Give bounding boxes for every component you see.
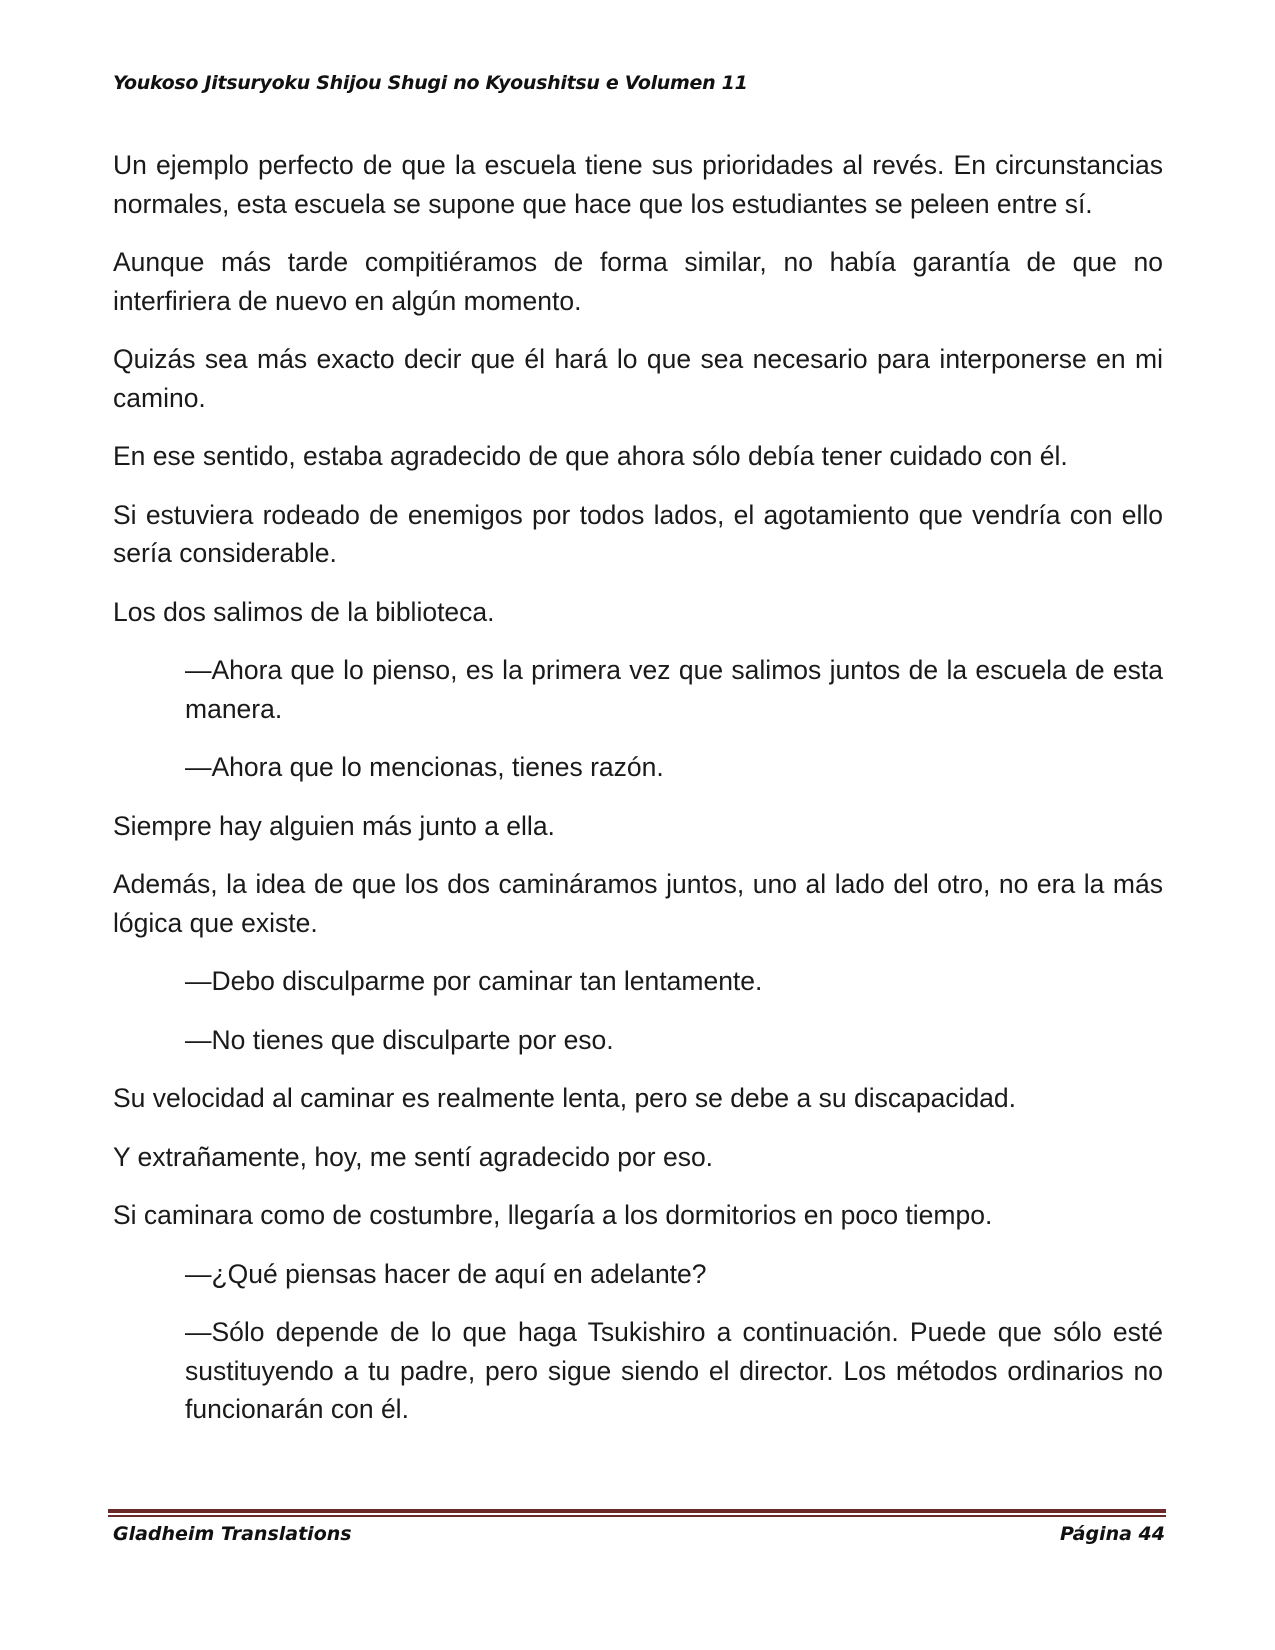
footer-credit: Gladheim Translations [113, 1523, 352, 1545]
footer-rule [108, 1509, 1166, 1513]
paragraph: Si caminara como de costumbre, llegaría a los dormitorios en poco tiempo. [113, 1200, 993, 1230]
paragraph: Quizás sea más exacto decir que él hará lo que sea necesario para interponerse en mi camino. [113, 344, 1163, 413]
paragraph: Los dos salimos de la biblioteca. [113, 596, 495, 627]
dialog-line: —No tienes que disculparte por eso. [185, 1024, 614, 1055]
page-number: Página 44 [1059, 1523, 1165, 1545]
dialog-line: —Ahora que lo mencionas, tienes razón. [185, 752, 664, 782]
dialog-line: —¿Qué piensas hacer de aquí en adelante? [185, 1258, 707, 1289]
paragraph: Un ejemplo perfecto de que la escuela tiene sus prioridades al revés. En circunstancias normales, esta escuela se supone que hace que los estudiantes se peleen entre sí. [113, 150, 1163, 219]
dialog-line: —Debo disculparme por caminar tan lentamente. [185, 966, 763, 996]
dialog-line: —Ahora que lo pienso, es la primera vez que salimos juntos de la escuela de esta manera. [185, 655, 1163, 724]
paragraph: Aunque más tarde compitiéramos de forma similar, no había garantía de que no interfiriera de nuevo en algún momento. [113, 247, 1163, 316]
paragraph: Además, la idea de que los dos camináramos juntos, uno al lado del otro, no era la más lógica que existe. [113, 869, 1163, 938]
paragraph: Si estuviera rodeado de enemigos por todos lados, el agotamiento que vendría con ello sería considerable. [113, 499, 1163, 568]
page-body [113, 146, 1163, 1449]
footer-rule-thin [108, 1515, 1166, 1517]
paragraph: Su velocidad al caminar es realmente lenta, pero se debe a su discapacidad. [113, 1083, 1017, 1113]
running-header: Youkoso Jitsuryoku Shijou Shugi no Kyoushitsu e Volumen 11 [113, 72, 748, 94]
paragraph: Y extrañamente, hoy, me sentí agradecido por eso. [113, 1141, 714, 1172]
dialog-line: —Sólo depende de lo que haga Tsukishiro a continuación. Puede que sólo esté sustituyendo a tu padre, pero sigue siendo el director. Los métodos ordinarios no funcionarán con él. [185, 1317, 1163, 1424]
paragraph: Siempre hay alguien más junto a ella. [113, 810, 555, 841]
paragraph: En ese sentido, estaba agradecido de que ahora sólo debía tener cuidado con él. [113, 441, 1068, 471]
